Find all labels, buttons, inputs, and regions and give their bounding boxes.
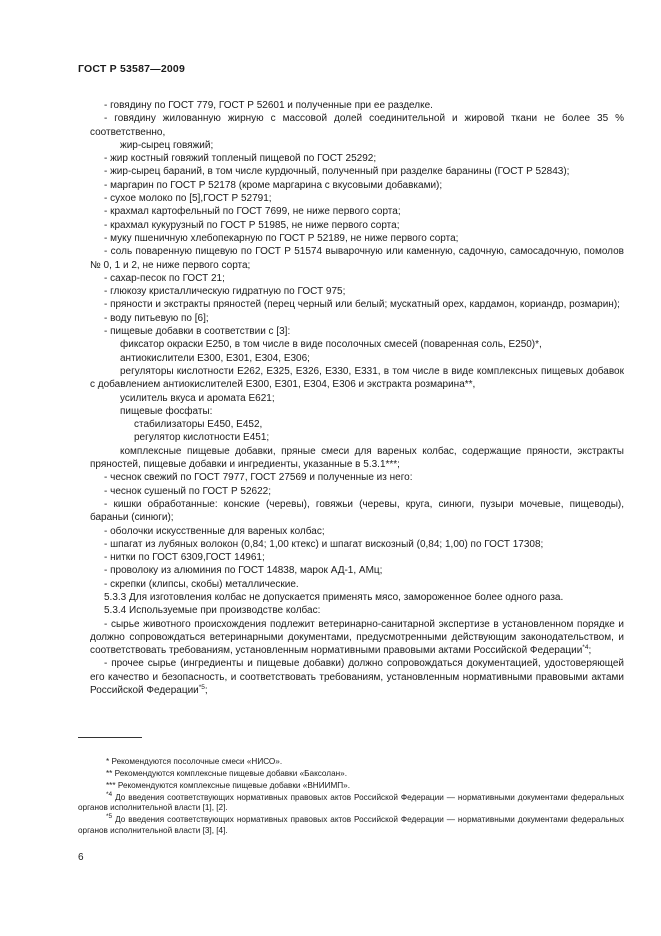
list-item-tail: ; — [204, 685, 208, 697]
list-item: - чеснок свежий по ГОСТ 7977, ГОСТ 27569 и полученные из него: — [104, 472, 413, 484]
clause-5-3-4: 5.3.4 Используемые при производстве колбас: — [104, 605, 321, 617]
footnote-text: Рекомендуются комплексные пищевые добавки «ВНИИМП». — [117, 781, 351, 790]
list-item-text: - прочее сырье (ингредиенты и пищевые добавки) должно сопровождаться документацией, удостоверяющей его качество и безопасность, и соответствовать требованиям, установленным нормативными правовыми актами Российской Федерации — [90, 658, 624, 697]
footnote-mark: *5 — [106, 813, 113, 821]
list-item: регулятор кислотности Е451; — [134, 432, 270, 444]
list-item: - жир-сырец бараний, в том числе курдючный, полученный при разделке баранины (ГОСТ Р 52843); — [104, 166, 570, 178]
body-text — [90, 99, 624, 697]
list-item-tail: ; — [588, 645, 592, 657]
footnotes — [78, 757, 624, 838]
list-item: - соль поваренную пищевую по ГОСТ Р 51574 выварочную или каменную, садочную, самосадочную, помолов № 0, 1 и 2, не ниже первого сорта; — [90, 246, 624, 271]
footnote — [78, 769, 624, 779]
footnote-text: Рекомендуются комплексные пищевые добавки «Баксолан». — [114, 769, 347, 778]
footnote-text: До введения соответствующих нормативных правовых актов Российской Федерации — нормативными документами федеральных органов исполнительной власти [3], [4]. — [78, 815, 624, 835]
list-item: - пищевые добавки в соответствии с [3]: — [104, 326, 291, 338]
list-item: - нитки по ГОСТ 6309,ГОСТ 14961; — [104, 552, 265, 564]
list-item: - крахмал картофельный по ГОСТ 7699, не ниже первого сорта; — [104, 206, 401, 218]
list-item: - скрепки (клипсы, скобы) металлические. — [104, 578, 299, 590]
page-number: 6 — [78, 852, 84, 863]
list-item: - сухое молоко по [5],ГОСТ Р 52791; — [104, 193, 272, 205]
list-item: стабилизаторы Е450, Е452, — [134, 419, 263, 431]
list-item: - сахар-песок по ГОСТ 21; — [104, 272, 225, 284]
list-item — [90, 618, 624, 658]
list-item: - кишки обработанные: конские (черевы), говяжьи (черевы, круга, синюги, пузыри мочевые, пищеводы), бараньи (синюги); — [90, 498, 624, 524]
list-item — [90, 657, 624, 697]
clause-5-3-3: 5.3.3 Для изготовления колбас не допускается применять мясо, замороженное более одного раза. — [104, 591, 564, 603]
list-item: - проволоку из алюминия по ГОСТ 14838, марок АД-1, АМц; — [104, 565, 383, 577]
list-item: усилитель вкуса и аромата Е621; — [120, 392, 275, 404]
footnote-mark: * — [106, 757, 110, 766]
footnote — [78, 815, 624, 836]
footnote — [78, 757, 624, 767]
footnote-divider — [78, 737, 142, 738]
footnote — [78, 793, 624, 814]
list-item: - пряности и экстракты пряностей (перец черный или белый; мускатный орех, кардамон, кориандр, розмарин); — [104, 299, 620, 311]
footnote-text: Рекомендуются посолочные смеси «НИСО». — [111, 757, 283, 766]
list-item: - воду питьевую по [6]; — [104, 312, 209, 324]
document-header: ГОСТ Р 53587—2009 — [78, 63, 186, 75]
list-item: регуляторы кислотности Е262, Е325, Е326, Е330, Е331, в том числе в виде комплексных пищевых добавок с добавлением антиокислителей Е300, Е301, Е304, Е306 и экстракта розмарина**, — [90, 365, 624, 391]
list-item: комплексные пищевые добавки, пряные смеси для вареных колбас, содержащие пряности, экстракты пряностей, пищевые добавки и ингредиенты, указанные в 5.3.1***; — [90, 445, 624, 471]
footnote-mark: ** — [106, 769, 113, 778]
list-item: пищевые фосфаты: — [120, 405, 213, 417]
list-item: - маргарин по ГОСТ Р 52178 (кроме маргарина с вкусовыми добавками); — [104, 179, 443, 191]
footnote-ref: *4 — [582, 644, 589, 652]
list-item: антиокислители Е300, Е301, Е304, Е306; — [120, 352, 310, 364]
list-item-text: - сырье животного происхождения подлежит ветеринарно-санитарной экспертизе в установленном порядке и должно сопровождаться ветеринарными документами, предусмотренными действующим законодательством, и соответствовать требованиям, установленным нормативными правовыми актами Российской Федерации — [90, 618, 624, 657]
footnote — [78, 781, 624, 791]
list-item: - оболочки искусственные для вареных колбас; — [104, 525, 325, 537]
list-item: - глюкозу кристаллическую гидратную по ГОСТ 975; — [104, 286, 346, 298]
list-item: - муку пшеничную хлебопекарную по ГОСТ Р 52189, не ниже первого сорта; — [104, 232, 459, 244]
list-item: - крахмал кукурузный по ГОСТ Р 51985, не ниже первого сорта; — [104, 219, 400, 231]
list-item: - говядину жилованную жирную с массовой долей соединительной и жировой ткани не более 35 % соответственно, — [90, 113, 624, 138]
footnote-ref: *5 — [198, 684, 205, 692]
footnote-mark: *4 — [106, 791, 113, 798]
list-item: фиксатор окраски Е250, в том числе в виде посолочных смесей (поваренная соль, Е250)*, — [120, 339, 542, 351]
list-item: - чеснок сушеный по ГОСТ Р 52622; — [104, 485, 271, 497]
list-item: - жир костный говяжий топленый пищевой по ГОСТ 25292; — [104, 153, 377, 165]
list-item: - шпагат из лубяных волокон (0,84; 1,00 ктекс) и шпагат вискозный (0,84; 1,00) по ГОСТ 17308; — [104, 538, 544, 550]
list-item: жир-сырец говяжий; — [120, 139, 214, 151]
list-item: - говядину по ГОСТ 779, ГОСТ Р 52601 и полученные при ее разделке. — [104, 100, 433, 111]
footnote-text: До введения соответствующих нормативных правовых актов Российской Федерации — нормативными документами федеральных органов исполнительной власти [1], [2]. — [78, 793, 624, 813]
footnote-mark: *** — [106, 781, 116, 790]
